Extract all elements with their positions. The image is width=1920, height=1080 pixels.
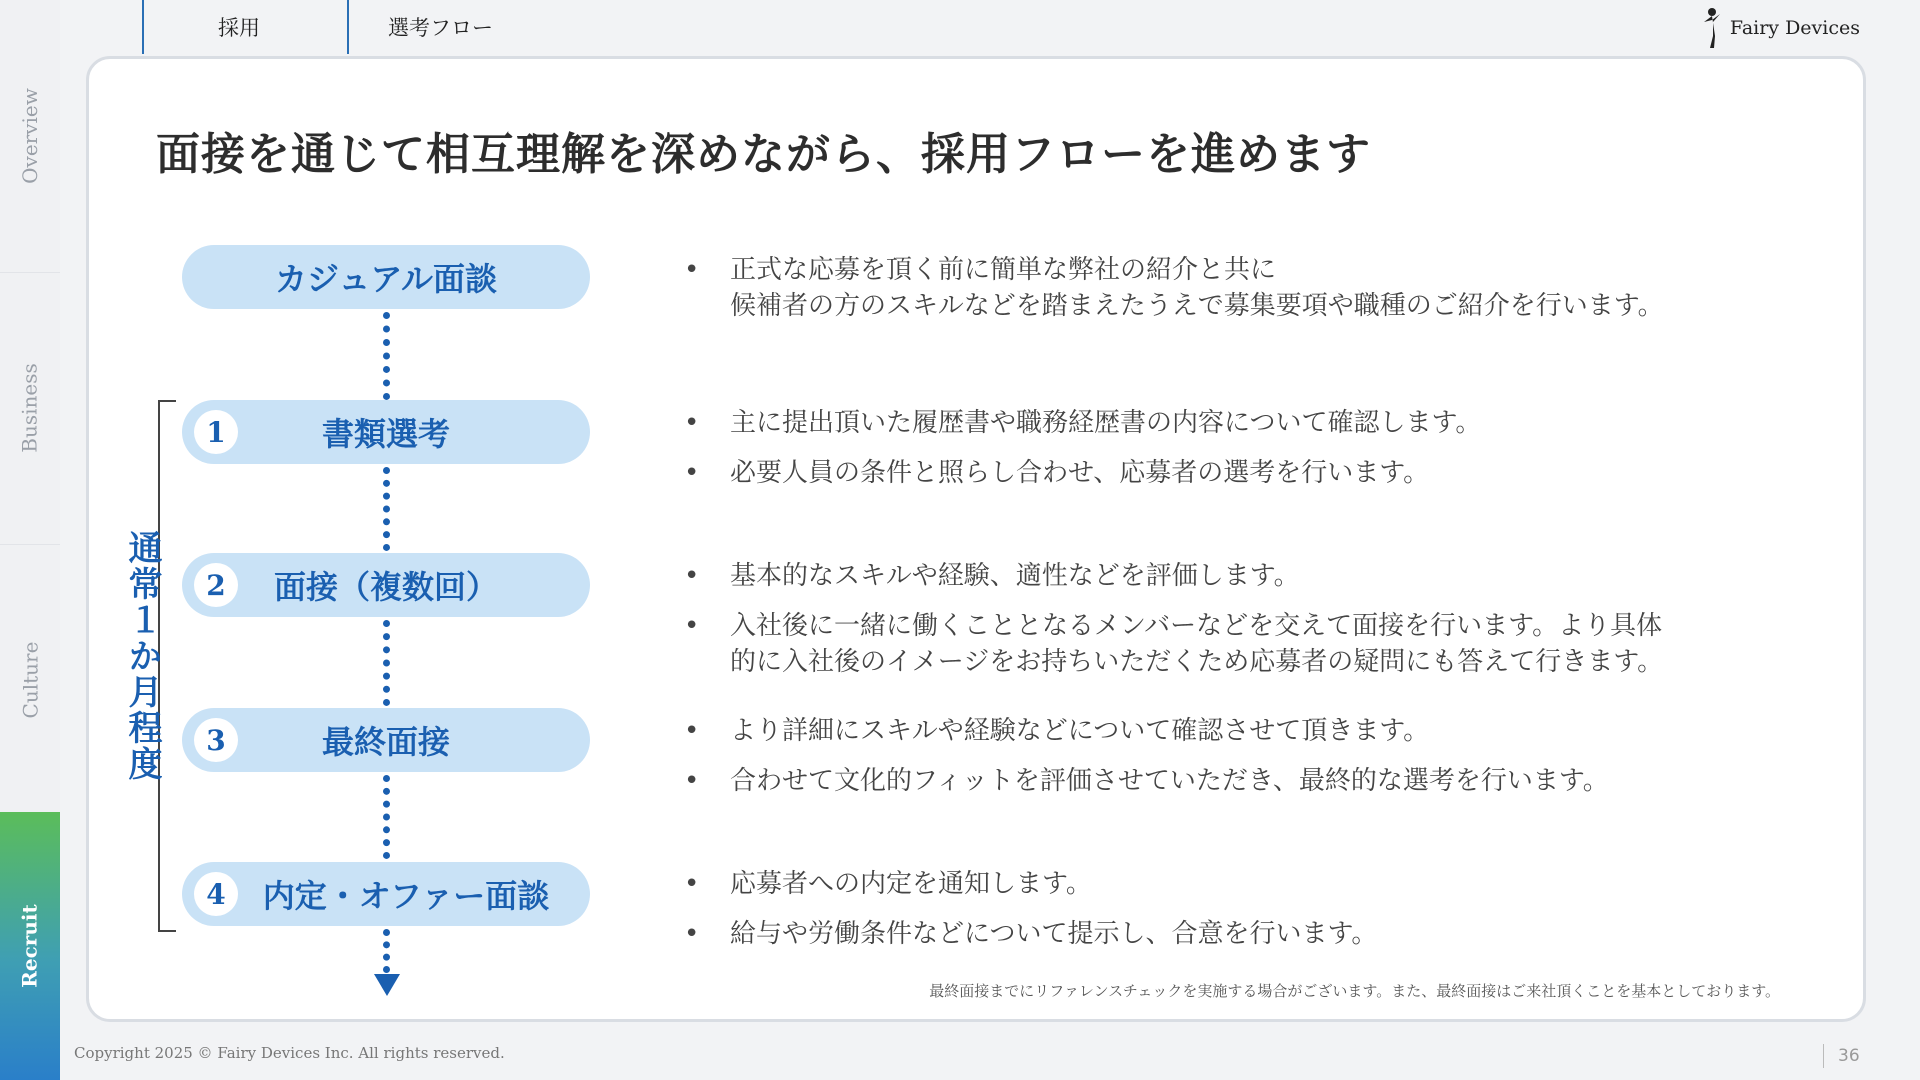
step-interviews [182,553,590,617]
bullet-text: 合わせて文化的フィットを評価させていただき、最終的な選考を行います。 [730,766,1609,796]
flow-connector [383,467,390,551]
bullet-icon: • [684,458,700,488]
tab-recruit[interactable]: 採用 [218,16,260,40]
bullet-icon: • [684,919,700,949]
step-document-screening [182,400,590,464]
nav-item-overview[interactable]: Overview [0,0,60,273]
footnote: 最終面接までにリファレンスチェックを実施する場合がございます。また、最終面接はご来社頂くことを基本としております。 [929,982,1780,1000]
bullet-text: 応募者への内定を通知します。 [730,869,1092,899]
flow-connector [383,929,390,973]
brand-name: Fairy Devices [1729,17,1860,39]
period-label: 通常１か月程度 [122,530,162,782]
step-label: 最終面接 [321,723,450,761]
bullet-icon: • [684,561,700,591]
step-casual-interview [182,245,590,309]
step-number: 1 [194,410,238,454]
bullet-icon: • [684,869,700,899]
bullet-icon: • [684,408,700,438]
tab-divider [142,0,144,54]
fairy-logo-icon [1700,6,1724,50]
page-number: 36 [1838,1046,1860,1066]
nav-item-business[interactable]: Business [0,272,60,545]
flow-arrow-down-icon [374,974,400,996]
bullet-icon: • [684,255,700,285]
bullet-text: 必要人員の条件と照らし合わせ、応募者の選考を行います。 [730,458,1430,488]
bullet-text: より詳細にスキルや経験などについて確認させて頂きます。 [730,716,1430,746]
tab-selection-flow[interactable]: 選考フロー [388,16,493,40]
tab-divider [347,0,349,54]
bullet-icon: • [684,611,700,641]
copyright: Copyright 2025 © Fairy Devices Inc. All rights reserved. [74,1044,505,1062]
page-title: 面接を通じて相互理解を深めながら、採用フローを進めます [156,129,1371,180]
bullet-text: 入社後に一緒に働くこととなるメンバーなどを交えて面接を行います。より具体 的に入社後のイメージをお持ちいただくため応募者の疑問にも答えて行きます。 [730,611,1664,677]
step-offer-interview [182,862,590,926]
brand-logo [1700,6,1860,50]
step-label: 内定・オファー面談 [262,877,550,915]
side-navigation [0,0,60,1080]
step-final-interview [182,708,590,772]
bullet-text: 基本的なスキルや経験、適性などを評価します。 [730,561,1300,591]
step-label: 書類選考 [321,415,450,453]
bullet-icon: • [684,716,700,746]
bullet-text: 給与や労働条件などについて提示し、合意を行います。 [730,919,1378,949]
page-number-divider [1823,1044,1824,1068]
step-number: 2 [194,563,238,607]
bullet-icon: • [684,766,700,796]
nav-item-culture[interactable]: Culture [0,544,60,817]
step-number: 3 [194,718,238,762]
nav-item-recruit[interactable]: Recruit [0,812,60,1080]
flow-connector [383,620,390,706]
flow-connector [383,312,390,400]
bullet-text: 主に提出頂いた履歴書や職務経歴書の内容について確認します。 [730,408,1482,438]
bullet-text: 正式な応募を頂く前に簡単な弊社の紹介と共に 候補者の方のスキルなどを踏まえたうえで募集要項や職種のご紹介を行います。 [730,255,1664,321]
step-label: 面接（複数回） [273,568,498,606]
step-number: 4 [194,872,238,916]
flow-connector [383,775,390,859]
step-label: カジュアル面談 [274,260,498,298]
